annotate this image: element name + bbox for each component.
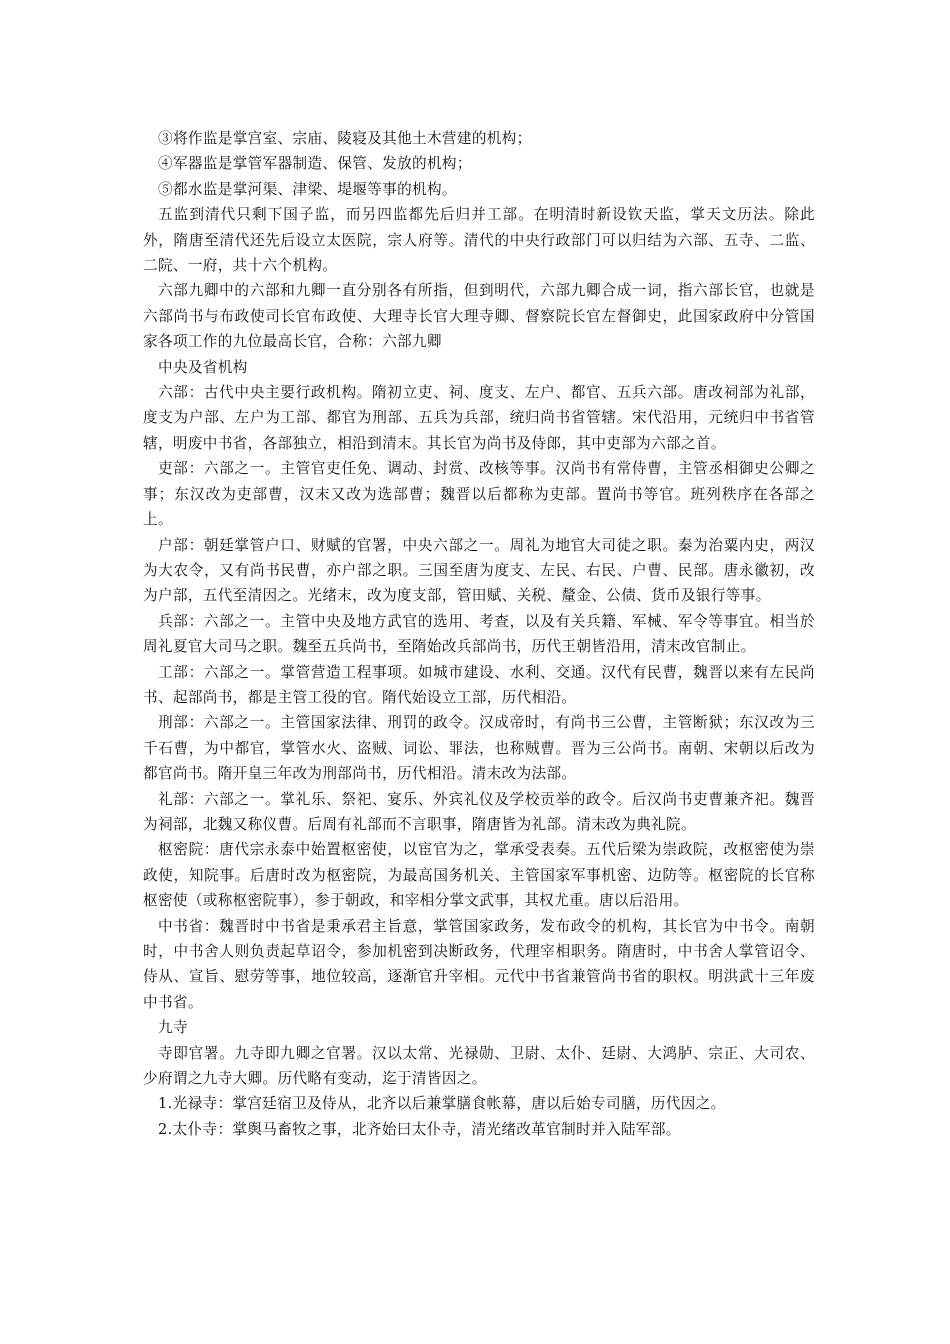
document-page — [143, 126, 815, 1142]
heading-zhongyang: 中央及省机构 — [158, 358, 248, 376]
paragraph-si: 寺即官署。九寺即九卿之官署。汉以太常、光禄勋、卫尉、太仆、廷尉、大鸿胪、宗正、大司农、少府谓之九寺大卿。历代略有变动，迄于清皆因之。 — [143, 1044, 815, 1088]
paragraph-zhongshusheng: 中书省：魏晋时中书省是秉承君主旨意，掌管国家政务，发布政令的机构，其长官为中书令。南朝时，中书舍人则负责起草诏令，参加机密到决断政务，代理宰相职务。隋唐时，中书舍人掌管诏令、侍从、宣旨、慰劳等事，地位较高，逐渐官升宰相。元代中书省兼管尚书省的职权。明洪武十三年废中书省。 — [143, 917, 815, 1011]
heading-jiusi: 九寺 — [158, 1019, 188, 1037]
paragraph-liubu-jiuqing: 六部九卿中的六部和九卿一直分别各有所指，但到明代，六部九卿合成一词，指六部长官，也就是六部尚书与布政使司长官布政使、大理寺长官大理寺卿、督察院长官左督御史，此国家政府中分管国家各项工作的九位最高长官，合称：六部九卿 — [143, 282, 815, 351]
paragraph-liubu: 六部：古代中央主要行政机构。隋初立吏、祠、度支、左户、都官、五兵六部。唐改祠部为礼部，度支为户部、左户为工部、都官为刑部、五兵为兵部，统归尚书省管辖。宋代沿用，元统归中书省管辖，明废中书省，各部独立，相沿到清末。其长官为尚书及侍郎，其中吏部为六部之首。 — [143, 384, 815, 452]
paragraph-hubu: 户部：朝廷掌管户口、财赋的官署，中央六部之一。周礼为地官大司徒之职。秦为治粟内史，两汉为大农令，又有尚书民曹，亦户部之职。三国至唐为度支、左民、右民、户曹、民部。唐永徽初，改为户部，五代至清因之。光绪末，改为度支部，管田赋、关税、釐金、公债、货币及银行等事。 — [143, 536, 815, 605]
list-item-taipusi: 2.太仆寺：掌舆马畜牧之事，北齐始曰太仆寺，清光绪改革官制时并入陆军部。 — [158, 1120, 681, 1138]
paragraph-wujian: 五监到清代只剩下国子监，而另四监都先后归并工部。在明清时新设钦天监，掌天文历法。除此外，隋唐至清代还先后设立太医院，宗人府等。清代的中央行政部门可以归结为六部、五寺、二监、二院、一府，共十六个机构。 — [143, 206, 815, 275]
paragraph-gongbu: 工部：六部之一。掌管营造工程事项。如城市建设、水利、交通。汉代有民曹，魏晋以来有左民尚书、起部尚书，都是主管工役的官。隋代始设立工部，历代相沿。 — [143, 663, 815, 706]
list-item-guanglusi: 1.光禄寺：掌宫廷宿卫及侍从，北齐以后兼掌膳食帐幕，唐以后始专司膳，历代因之。 — [158, 1095, 726, 1113]
paragraph-libu-rites: 礼部：六部之一。掌礼乐、祭祀、宴乐、外宾礼仪及学校贡举的政令。后汉尚书吏曹兼齐祀。魏晋为祠部，北魏又称仪曹。后周有礼部而不言职事，隋唐皆为礼部。清末改为典礼院。 — [143, 790, 815, 833]
paragraph-libu-personnel: 吏部：六部之一。主管官吏任免、调动、封赏、改核等事。汉尚书有常侍曹，主管丞相御史公卿之事；东汉改为吏部曹，汉末又改为选部曹；魏晋以后都称为吏部。置尚书等官。班列秩序在各部之上。 — [143, 460, 815, 529]
list-item-junqijian: ④军器监是掌管军器制造、保管、发放的机构； — [158, 155, 472, 173]
list-item-jiangzuojian: ③将作监是掌宫室、宗庙、陵寝及其他土木营建的机构； — [158, 130, 532, 147]
paragraph-xingbu: 刑部：六部之一。主管国家法律、刑罚的政令。汉成帝时，有尚书三公曹，主管断狱；东汉改为三千石曹，为中都官，掌管水火、盗贼、词讼、罪法，也称贼曹。晋为三公尚书。南朝、宋朝以后改为都官尚书。隋开皇三年改为刑部尚书，历代相沿。清末改为法部。 — [143, 714, 815, 783]
paragraph-bingbu: 兵部：六部之一。主管中央及地方武官的选用、考查，以及有关兵籍、军械、军令等事宜。相当於周礼夏官大司马之职。魏至五兵尚书，至隋始改兵部尚书，历代王朝皆沿用，清末改官制止。 — [143, 612, 815, 656]
list-item-dushuijian: ⑤都水监是掌河渠、津梁、堤堰等事的机构。 — [158, 180, 457, 198]
paragraph-shumiyuan: 枢密院：唐代宗永泰中始置枢密使，以宦官为之，掌承受表奏。五代后梁为崇政院，改枢密使为崇政使，知院事。后唐时改为枢密院，为最高国务机关、主管国家军事机密、边防等。枢密院的长官称枢密使（或称枢密院事），参于朝政，和宰相分掌文武事，其权尤重。唐以后沿用。 — [143, 841, 815, 910]
